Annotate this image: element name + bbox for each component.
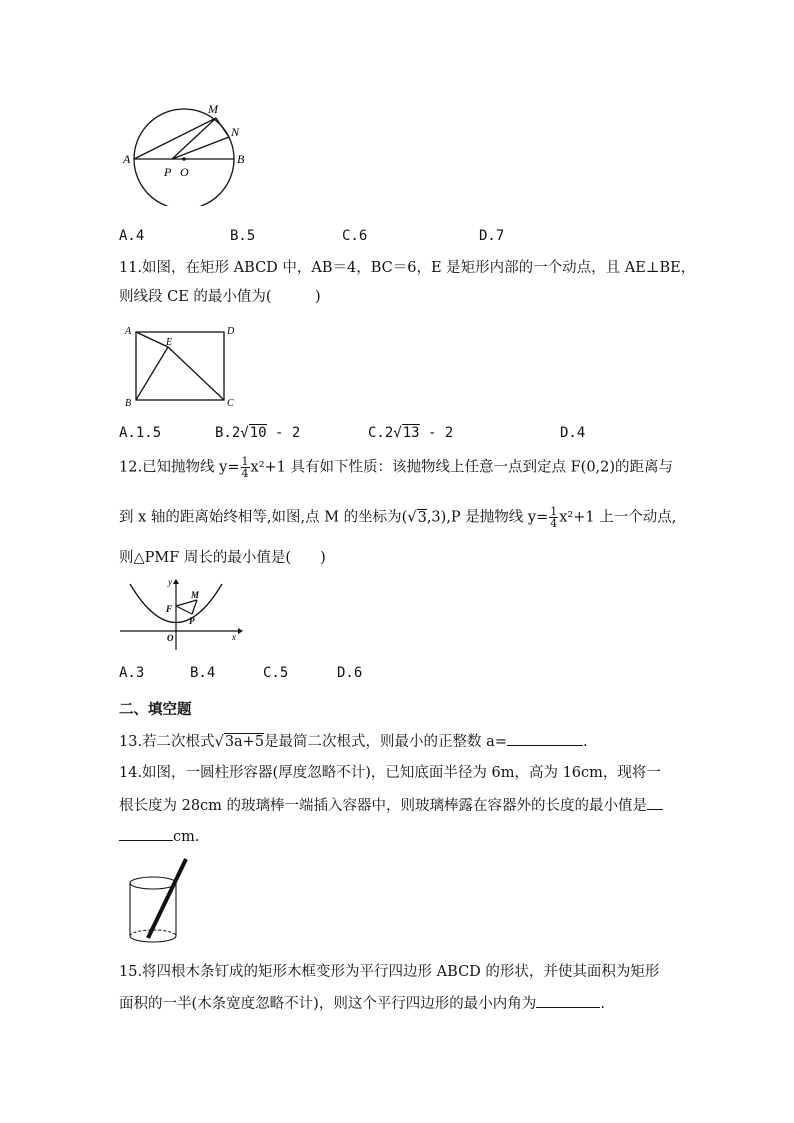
label-x: x bbox=[232, 632, 236, 642]
fraction-denominator-2: 4 bbox=[550, 517, 558, 530]
label-p: P bbox=[189, 616, 195, 626]
segment-ae bbox=[136, 332, 168, 347]
q11-option-b-radicand: 10 bbox=[249, 425, 267, 441]
label-y: y bbox=[168, 577, 172, 587]
chord-am bbox=[134, 118, 216, 159]
label-a: A bbox=[125, 326, 132, 337]
label-m: M bbox=[208, 102, 218, 116]
fraction-numerator: 1 bbox=[241, 455, 249, 468]
label-f: F bbox=[166, 604, 173, 614]
q12-line1-a: 12.已知抛物线 y= bbox=[119, 459, 240, 476]
q12-line1 bbox=[119, 456, 673, 479]
q10-option-a: A.4 bbox=[119, 228, 145, 244]
segment-be bbox=[136, 347, 168, 400]
q14-line3 bbox=[119, 826, 199, 847]
q12-line2: 到 x 轴的距离始终相等,如图,点 M 的坐标为(√3,3),P 是抛物线 y= $\frac{1}{4}$ x²+1 上一个动点, bbox=[119, 505, 677, 530]
figure-rectangle bbox=[120, 322, 245, 412]
fraction-one-quarter bbox=[241, 456, 250, 479]
label-b: B bbox=[237, 152, 245, 166]
label-c: C bbox=[227, 398, 234, 409]
q11-option-b-prefix: B.2 bbox=[215, 425, 241, 441]
q14-answer-blank-2[interactable] bbox=[119, 826, 173, 841]
q14-answer-blank-1[interactable] bbox=[647, 795, 663, 810]
q12-option-b: B.4 bbox=[190, 665, 216, 681]
segment-mn bbox=[216, 118, 229, 137]
label-e: E bbox=[166, 337, 173, 348]
figure-circle bbox=[120, 96, 260, 206]
label-p: P bbox=[164, 165, 172, 179]
segment-ce bbox=[168, 347, 224, 400]
q10-option-d: D.7 bbox=[479, 228, 505, 244]
q11-line2: 则线段 CE 的最小值为( ) bbox=[119, 289, 321, 305]
label-b: B bbox=[125, 398, 132, 409]
x-axis-arrow bbox=[238, 628, 243, 634]
q12-line1-b: x²+1 具有如下性质：该抛物线上任意一点到定点 F(0,2)的距离与 bbox=[250, 459, 674, 476]
fraction-numerator-2: 1 bbox=[550, 505, 558, 518]
q12-line2-a: 到 x 轴的距离始终相等,如图,点 M 的坐标为( bbox=[119, 509, 408, 526]
q12-option-a: A.3 bbox=[119, 665, 145, 681]
rectangle-abcd bbox=[136, 332, 224, 400]
label-d: D bbox=[227, 326, 235, 337]
q14-line2-text: 根长度为 28cm 的玻璃棒一端插入容器中，则玻璃棒露在容器外的长度的最小值是 bbox=[119, 798, 648, 814]
q11-option-b: B.2√10 - 2 bbox=[215, 425, 301, 441]
label-o: O bbox=[167, 633, 174, 643]
segment-fm bbox=[176, 600, 197, 606]
q15-line2 bbox=[119, 993, 605, 1014]
q13-radicand: 3a+5 bbox=[224, 734, 265, 750]
label-a: A bbox=[123, 152, 131, 166]
segment-fp bbox=[176, 606, 192, 614]
q11-option-c-radicand: 13 bbox=[402, 425, 420, 441]
sqrt-three: 3 bbox=[417, 509, 427, 526]
fraction-denominator: 4 bbox=[241, 467, 249, 480]
q15-line1: 15.将四根木条钉成的矩形木框变形为平行四边形 ABCD 的形状，并使其面积为矩形 bbox=[119, 964, 660, 980]
q13-end: . bbox=[582, 734, 588, 750]
q13-answer-blank[interactable] bbox=[507, 731, 583, 746]
q15-end: . bbox=[600, 996, 605, 1012]
q10-option-b: B.5 bbox=[230, 228, 256, 244]
section-heading: 二、填空题 bbox=[119, 702, 192, 718]
q11-option-b-suffix: - 2 bbox=[266, 425, 301, 441]
label-n: N bbox=[231, 125, 240, 139]
figure-cylinder bbox=[126, 856, 194, 948]
q12-line2-b: ,3),P 是抛物线 y= bbox=[426, 509, 549, 526]
q15-line2-text: 面积的一半(木条宽度忽略不计)，则这个平行四边形的最小内角为 bbox=[119, 996, 537, 1012]
q13-pre: 13.若二次根式 bbox=[119, 734, 215, 750]
segment-pm bbox=[172, 118, 216, 159]
q11-option-c-prefix: C.2 bbox=[368, 425, 394, 441]
q14-line1: 14.如图，一圆柱形容器(厚度忽略不计)，已知底面半径为 6m，高为 16cm，现将一 bbox=[119, 765, 661, 781]
cylinder-top bbox=[130, 877, 176, 889]
cylinder-bottom-front bbox=[130, 936, 176, 942]
segment-mp bbox=[192, 600, 197, 614]
q11-option-a: A.1.5 bbox=[119, 425, 162, 441]
figure-parabola bbox=[118, 576, 248, 652]
q11-line1: 11.如图，在矩形 ABCD 中，AB＝4，BC＝6，E 是矩形内部的一个动点，且 AE⊥BE， bbox=[119, 260, 696, 276]
q12-option-c: C.5 bbox=[263, 665, 289, 681]
q14-line2 bbox=[119, 795, 663, 816]
label-m: M bbox=[191, 590, 200, 600]
q13-line: 13.若二次根式√3a+5是最简二次根式，则最小的正整数 a= . bbox=[119, 731, 588, 752]
fraction-one-quarter-2 bbox=[549, 506, 558, 529]
q11-option-c-suffix: - 2 bbox=[419, 425, 454, 441]
center-dot bbox=[182, 157, 186, 161]
q14-line3-end: cm. bbox=[173, 829, 200, 845]
q10-option-c: C.6 bbox=[342, 228, 368, 244]
q13-post: 是最简二次根式，则最小的正整数 a= bbox=[264, 734, 507, 750]
q12-option-d: D.6 bbox=[337, 665, 363, 681]
q11-option-d: D.4 bbox=[560, 425, 586, 441]
q11-option-c: C.2√13 - 2 bbox=[368, 425, 454, 441]
glass-rod bbox=[148, 859, 186, 938]
q15-answer-blank[interactable] bbox=[536, 993, 600, 1008]
y-axis-arrow bbox=[173, 579, 179, 584]
q12-line2-c: x²+1 上一个动点, bbox=[559, 509, 677, 526]
segment-pn bbox=[172, 137, 229, 159]
label-o: O bbox=[180, 165, 189, 179]
q12-line3: 则△PMF 周长的最小值是( ) bbox=[119, 550, 326, 566]
